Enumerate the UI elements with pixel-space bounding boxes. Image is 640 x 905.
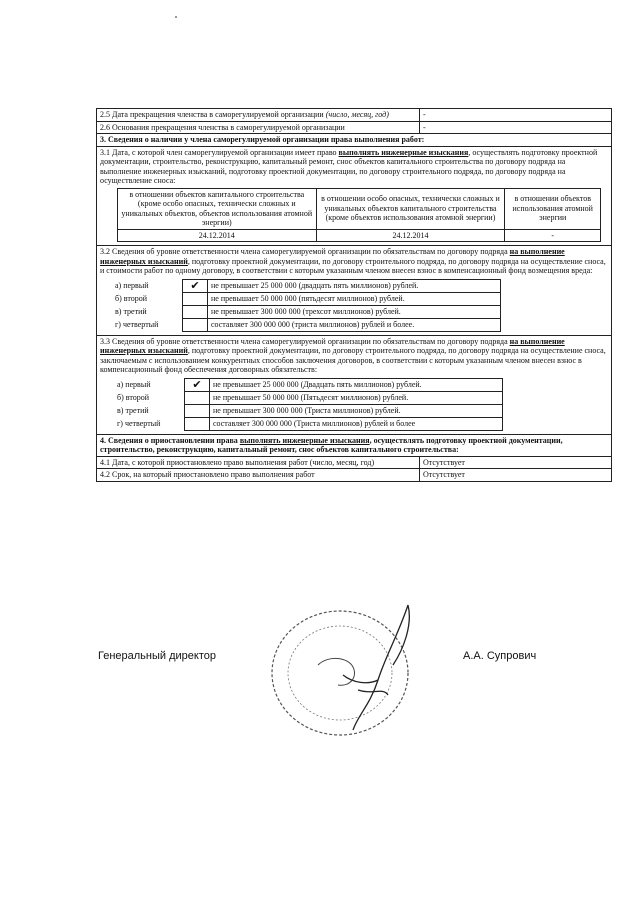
level-text: не превышает 25 000 000 (Двадцать пять миллионов) рублей. [210,378,503,391]
row-4-2-value: Отсутствует [423,470,465,479]
scan-speck [175,16,177,18]
row-3-2 [97,246,611,336]
row-2-5-value: - [423,110,426,119]
row-4-2-label: 4.2 Срок, на который приостановлено право выполнения работ [97,469,420,481]
level-text: не превышает 300 000 000 (трехсот миллионов) рублей. [208,305,501,318]
row-3-3-levels [117,378,503,431]
level-name: в) третий [117,405,149,415]
checkmark-icon: ✔ [183,279,208,292]
section-4-title: 4. Сведения о приостановлении права выполнять инженерные изыскания, осуществлять подготовку проектной документации, строительство, реконструкцию, капитальный ремонт, снос объектов капитального строительства: [97,435,611,457]
level-row [117,404,503,417]
row-4-1-label: 4.1 Дата, с которой приостановлено право выполнения работ (число, месяц, год) [97,457,420,469]
membership-info-table [96,108,612,482]
dates-value-3: - [505,229,601,242]
row-3-2-levels [115,279,501,332]
signatory-position: Генеральный директор [98,650,216,662]
level-name: б) второй [117,392,149,402]
row-2-6-value: - [423,122,426,132]
row-3-1 [97,147,611,247]
level-row [115,279,501,292]
level-text: составляет 300 000 000 (Триста миллионов) рублей и более [210,417,503,430]
level-mark [183,305,208,318]
level-text: не превышает 50 000 000 (пятьдесят миллионов) рублей. [208,292,501,305]
section-3-title: 3. Сведения о наличии у члена саморегулируемой организации права выполнения работ: [97,134,611,147]
level-row [115,292,501,305]
level-name: б) второй [115,293,147,303]
level-mark [185,404,210,417]
signatory-name: А.А. Супрович [463,650,537,662]
level-name: в) третий [115,306,147,316]
level-name: а) первый [115,280,149,290]
level-text: не превышает 300 000 000 (Триста миллионов) рублей. [210,404,503,417]
level-text: не превышает 50 000 000 (Пятьдесят миллионов) рублей. [210,391,503,404]
level-name: а) первый [117,379,151,389]
dates-value-1: 24.12.2014 [118,229,317,242]
row-4-1-value: Отсутствует [423,457,465,467]
level-name: г) четвертый [117,418,161,428]
row-3-1-dates-table [117,188,601,243]
dates-header-1: в отношении объектов капитального строительства (кроме особо опасных, технически сложных и уникальных объектов, объектов использования атомной энергии) [118,188,317,229]
row-3-3-text: 3.3 Сведения об уровне ответственности члена саморегулируемой организации по обязательствам по договору подряда на выполнение инженерных изысканий, подготовку проектной документации, по договору строительного подряда, по договору подряда на осуществление сноса, заключаемым с использованием конкурентных способов заключения договоров, в соответствии с которым указанным членом внесен взнос в компенсационный фонд обеспечения договорных обязательств: [100,336,606,374]
level-mark [185,417,210,430]
dates-header-3: в отношении объектов использования атомной энергии [505,188,601,229]
level-name: г) четвертый [115,319,159,329]
level-row [117,378,503,391]
row-3-1-text: 3.1 Дата, с которой член саморегулируемой организации имеет право выполнять инженерные изыскания, осуществлять подготовку проектной документации, строительство, реконструкцию, капитальный ремонт, снос объектов капитального строительства по договору подряда на выполнение инженерных изысканий, подготовку проектной документации, по договору строительного подряда, по договору подряда на осуществление сноса: [100,147,598,185]
row-2-6 [97,122,611,135]
level-mark [185,391,210,404]
level-text: составляет 300 000 000 (триста миллионов) рублей и более. [208,318,501,331]
dates-header-2: в отношении особо опасных, технически сложных и уникальных объектов капитального строительства (кроме объектов использования атомной энергии) [316,188,505,229]
checkmark-icon: ✔ [185,378,210,391]
row-2-5 [97,109,611,122]
row-4-2 [97,469,611,481]
level-row [117,391,503,404]
row-3-2-text: 3.2 Сведения об уровне ответственности члена саморегулируемой организации по обязательствам по договору подряда на выполнение инженерных изысканий, подготовку проектной документации, по договору строительного подряда, по договору подряда на осуществление сноса, и стоимости работ по одному договору, в соответствии с которым указанным членом внесен взнос в компенсационный фонд возмещения вреда: [100,247,606,275]
dates-value-2: 24.12.2014 [316,229,505,242]
row-2-5-label: 2.5 Дата прекращения членства в саморегулируемой организации (число, месяц, год) [97,109,420,121]
row-3-3 [97,336,611,435]
row-4-1 [97,457,611,470]
level-row [115,318,501,331]
level-text: не превышает 25 000 000 (двадцать пять миллионов) рублей. [208,279,501,292]
level-row [115,305,501,318]
stamp-and-signature-icon [258,595,448,745]
level-mark [183,292,208,305]
level-mark [183,318,208,331]
row-2-6-label: 2.6 Основания прекращения членства в саморегулируемой организации [97,122,420,134]
level-row [117,417,503,430]
